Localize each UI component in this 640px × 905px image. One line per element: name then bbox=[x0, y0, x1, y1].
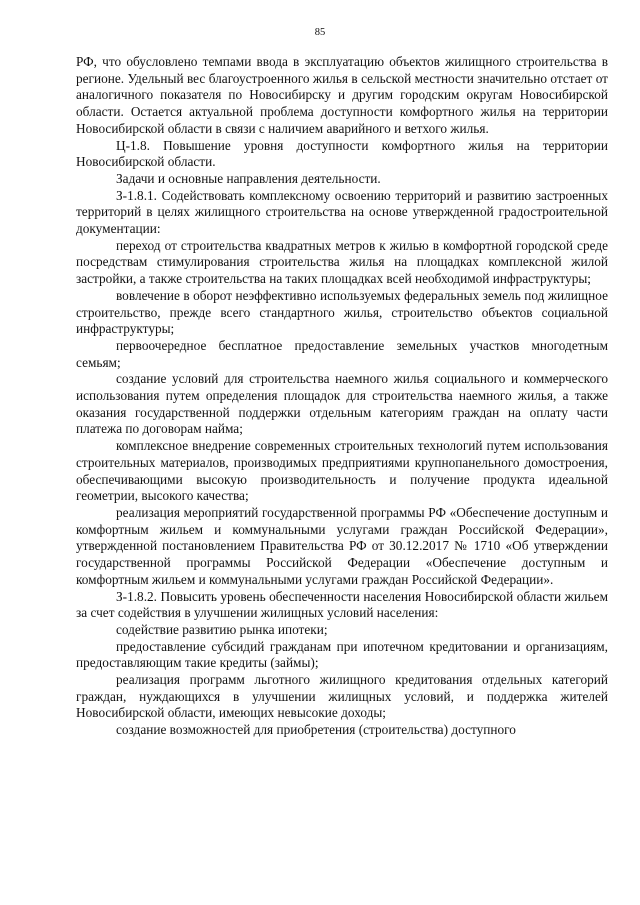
paragraph-12: содействие развитию рынка ипотеки; bbox=[116, 621, 328, 637]
paragraph-15: создание возможностей для приобретения (строительства) доступного bbox=[116, 722, 516, 738]
paragraph-6: вовлечение в оборот неэффективно используемых федеральных земель под жилищное строительство, прежде всего стандартного жилья, строительство объектов социальной инфраструктуры; bbox=[76, 287, 608, 337]
paragraph-9: комплексное внедрение современных строительных технологий путем использования строительных материалов, производимых предприятиями крупнопанельного домостроения, обеспечивающими высокую производительность и получение продукта идеальной геометрии, высокого качества; bbox=[76, 438, 608, 504]
paragraph-14: реализация программ льготного жилищного кредитования отдельных категорий граждан, нуждающихся в улучшении жилищных условий, и поддержка жителей Новосибирской области, имеющих невысокие доходы; bbox=[76, 672, 608, 721]
paragraph-5: переход от строительства квадратных метров к жилью в комфортной городской среде посредствам стимулирования строительства жилья на площадках комплексной жилой застройки, а также строительства на таких площадках всей необходимой инфраструктуры; bbox=[76, 237, 608, 287]
paragraph-13: предоставление субсидий гражданам при ипотечном кредитовании и организациям, предоставляющим такие кредиты (займы); bbox=[76, 638, 608, 671]
paragraph-3: Задачи и основные направления деятельности. bbox=[116, 170, 381, 186]
page-number: 85 bbox=[314, 27, 326, 38]
paragraph-11: З-1.8.2. Повысить уровень обеспеченности населения Новосибирской области жильем за счет содействия в улучшении жилищных условий населения: bbox=[76, 588, 608, 621]
paragraph-2: Ц-1.8. Повышение уровня доступности комфортного жилья на территории Новосибирской области. bbox=[76, 137, 608, 170]
paragraph-8: создание условий для строительства наемного жилья социального и коммерческого использования путем определения площадок для строительства наемного жилья, а также оказания государственной поддержки отдельным категориям граждан на оплату части платежа по договорам найма; bbox=[76, 371, 608, 437]
paragraph-10: реализация мероприятий государственной программы РФ «Обеспечение доступным и комфортным жильем и коммунальными услугами граждан Российской Федерации», утвержденной постановлением Правительства РФ от 30.12.2017 № 1710 «Об утверждении государственной программы Российской Федерации «Обеспечение доступным и комфортным жильем и коммунальными услугами граждан Российской Федерации». bbox=[76, 504, 608, 587]
paragraph-7: первоочередное бесплатное предоставление земельных участков многодетным семьям; bbox=[76, 337, 608, 370]
paragraph-4: З-1.8.1. Содействовать комплексному освоению территорий и развитию застроенных территорий в целях жилищного строительства на основе утвержденной градостроительной документации: bbox=[76, 187, 608, 237]
body-text bbox=[76, 54, 608, 739]
paragraph-1: РФ, что обусловлено темпами ввода в эксплуатацию объектов жилищного строительства в регионе. Удельный вес благоустроенного жилья в сельской местности значительно отстает от аналогичного показателя по Новосибирску и другим городским округам Новосибирской области. Остается актуальной проблема доступности комфортного жилья на территории Новосибирской области в связи с наличием аварийного и ветхого жилья. bbox=[76, 54, 608, 136]
